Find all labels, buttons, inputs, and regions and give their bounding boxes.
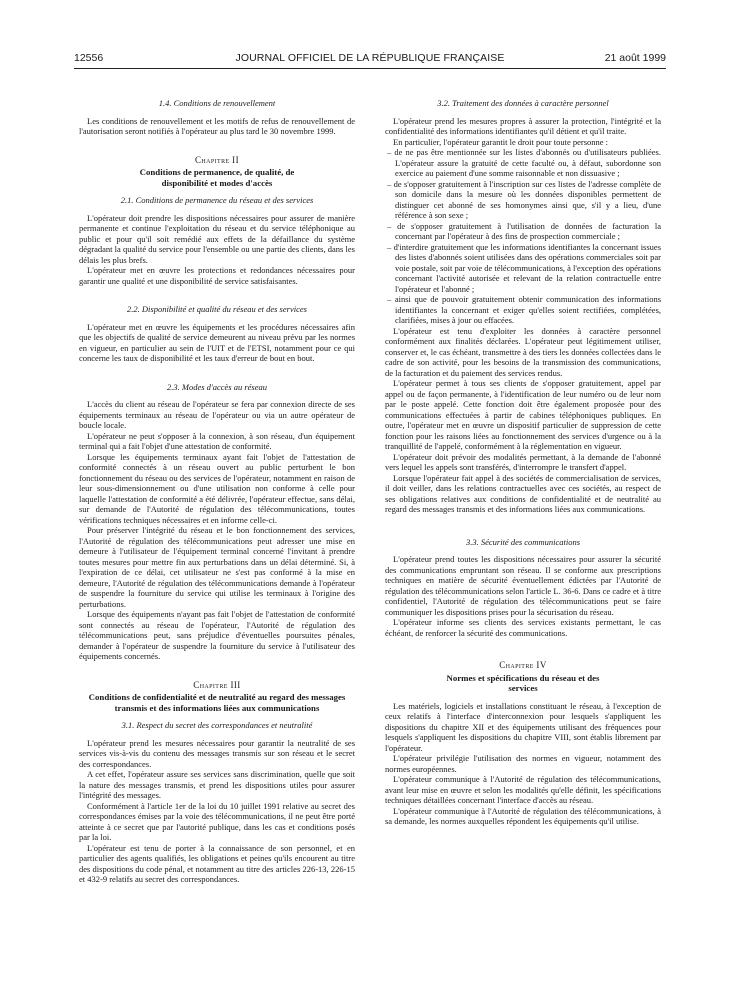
chapter-3-title: Conditions de confidentialité et de neutralité au regard des messages transmis et des informations liées aux communications — [88, 692, 346, 713]
chapter-4-title: Normes et spécifications du réseau et des services — [446, 672, 600, 693]
list-item: – ainsi que de pouvoir gratuitement obtenir communication des informations identifiantes la concernant et exiger qu'elles soient rectifiées, complétées, clarifiées, mises à jour ou effacées. — [387, 294, 661, 325]
paragraph: L'opérateur prend toutes les dispositions nécessaires pour assurer la sécurité des communications empruntant son réseau. Il se conforme aux prescriptions techniques en matière de sécurité éventuellement édictées par l'Autorité de régulation des télécommunications selon l'article L. 36-6. Dans ce cadre et à titre confidentiel, l'Autorité de régulation des télécommunications peut se faire communiquer les dispositions prises pour la sécurisation du réseau. — [385, 554, 661, 617]
paragraph: L'opérateur met en œuvre les protections et redondances nécessaires pour garantir une qualité et une disponibilité de service satisfaisantes. — [79, 265, 355, 286]
paragraph: Lorsque les équipements terminaux ayant fait l'objet de l'attestation de conformité connectés à un réseau ouvert au public perturbent le bon fonctionnement du réseau ou des services de l'opérateur, notamment en raison de leur sous-dimensionnement ou d'une utilisation non conforme à celle pour laquelle l'attestation de conformité a été délivrée, l'opérateur effectue, sans délai, sur demande de l'Autorité de régulation des télécommunications, toutes vérifications techniques nécessaires et en informe celle-ci. — [79, 451, 355, 525]
paragraph: L'opérateur permet à tous ses clients de s'opposer gratuitement, appel par appel ou de façon permanente, à l'identification de leur numéro ou de leur nom par le poste appelé. Cette fonction doit être également proposée pour des communications effectuées à partir de cabines téléphoniques publiques. En outre, l'opérateur met en œuvre un dispositif particulier de suppression de cette fonction pour les raisons liées au fonctionnement des services d'urgence ou à la tranquillité de l'appelé, conformément à la réglementation en vigueur. — [385, 378, 661, 451]
list-item: – de ne pas être mentionnée sur les listes d'abonnés ou d'utilisateurs publiées. L'opérateur assure la gratuité de cette faculté ou, à défaut, subordonne son exercice au paiement d'une somme raisonnable et non dissuasive ; — [387, 147, 661, 178]
paragraph: L'opérateur informe ses clients des services existants permettant, le cas échéant, de renforcer la sécurité des communications. — [385, 617, 661, 638]
section-1-4-title: 1.4. Conditions de renouvellement — [158, 98, 276, 108]
section-3-3-title: 3.3. Sécurité des communications — [465, 536, 581, 547]
paragraph: Lorsque l'opérateur fait appel à des sociétés de commercialisation de services, il doit veiller, dans les relations contractuelles avec ces sociétés, au respect de ses obligations relatives aux conditions de confidentialité et de neutralité au regard des messages transmis et des informations liées aux communications. — [385, 472, 661, 514]
header-rule — [74, 68, 666, 69]
paragraph: L'opérateur doit prendre les dispositions nécessaires pour assurer de manière permanente et continue l'exploitation du réseau et du service téléphonique au public et pour qu'il soit remédié aux effets de la défaillance du système dégradant la qualité du service pour l'ensemble ou une partie des clients, dans les délais les plus brefs. — [79, 212, 355, 265]
section-3-2-title: 3.2. Traitement des données à caractère personnel — [437, 98, 609, 108]
paragraph: Les conditions de renouvellement et les motifs de refus de renouvellement de l'autorisation seront notifiés à l'opérateur au plus tard le 30 novembre 1999. — [79, 115, 355, 136]
list-item: – de s'opposer gratuitement à l'inscription sur ces listes de l'adresse complète de son domicile dans la mesure où les données disponibles permettent de distinguer cet abonné de ses homonymes ainsi que, s'il y a lieu, d'une référence à son sexe ; — [387, 178, 661, 220]
paragraph: L'opérateur privilégie l'utilisation des normes en vigueur, notamment des normes européennes. — [385, 753, 661, 774]
paragraph: A cet effet, l'opérateur assure ses services sans discrimination, quelle que soit la nature des messages transmis, et prend les dispositions utiles pour assurer l'intégrité des messages. — [79, 769, 355, 800]
paragraph: L'opérateur prend les mesures nécessaires pour garantir la neutralité de ses services vis-à-vis du contenu des messages transmis sur son réseau et le secret des correspondances. — [79, 737, 355, 769]
paragraph: L'opérateur met en œuvre les équipements et les procédures nécessaires afin que les objectifs de qualité de service demeurent au niveau prévu par les normes en vigueur, en particulier au sein de l'UIT et de l'ETSI, notamment pour ce qui concerne les taux de disponibilité et les taux d'erreur de bout en bout. — [79, 321, 355, 363]
chapter-4-label: Chapitre IV — [499, 660, 547, 670]
page-number: 12556 — [74, 52, 104, 64]
paragraph: L'opérateur est tenu de porter à la connaissance de son personnel, et en particulier des agents qualifiés, les obligations et peines qu'ils encourent au titre des dispositions du code pénal, et notamment au titre des articles 226-13, 226-15 et 432-9 relatifs au secret des correspondances. — [79, 842, 355, 884]
paragraph: L'opérateur prend les mesures propres à assurer la protection, l'intégrité et la confidentialité des informations identifiantes qu'il détient et qu'il traite. — [385, 115, 661, 136]
paragraph: Les matériels, logiciels et installations constituant le réseau, à l'exception de ceux relatifs à l'interface d'interconnexion pour lesquels s'appliquent les dispositions du chapitre XII et des équipements utilisant des fréquences pour lesquels s'appliquent les dispositions du chapitre VIII, sont établis librement par l'opérateur. — [385, 700, 661, 753]
paragraph: L'opérateur doit prévoir des modalités permettant, à la demande de l'abonné vers lequel les appels sont transférés, d'interrompre le transfert d'appel. — [385, 451, 661, 472]
paragraph: L'accès du client au réseau de l'opérateur se fera par connexion directe de ses équipements terminaux au réseau de l'opérateur ou via un autre opérateur de boucle locale. — [79, 399, 355, 430]
paragraph: L'opérateur communique à l'Autorité de régulation des télécommunications, avant leur mise en œuvre et selon les modalités qu'elle définit, les spécifications techniques détaillées concernant l'interface d'accès au réseau. — [385, 774, 661, 805]
paragraph: Conformément à l'article 1er de la loi du 10 juillet 1991 relative au secret des correspondances émises par la voie des télécommunications, il ne peut être porté atteinte à ce secret que par l'autorité publique, dans les cas et conditions posés par la loi. — [79, 800, 355, 842]
right-column — [385, 98, 661, 827]
section-2-3-title: 2.3. Modes d'accès au réseau — [166, 381, 268, 392]
chapter-2-label: Chapitre II — [195, 154, 239, 165]
journal-title: JOURNAL OFFICIEL DE LA RÉPUBLIQUE FRANÇAISE — [235, 52, 505, 64]
chapter-3-label: Chapitre III — [193, 679, 241, 690]
rights-list — [385, 147, 661, 326]
section-3-1-title: 3.1. Respect du secret des correspondances et neutralité — [121, 720, 313, 730]
issue-date: 21 août 1999 — [604, 52, 666, 64]
paragraph: L'opérateur communique à l'Autorité de régulation des télécommunications, à sa demande, les normes auxquelles répondent les équipements qu'il utilise. — [385, 805, 661, 826]
paragraph: Lorsque des équipements n'ayant pas fait l'objet de l'attestation de conformité sont connectés au réseau de l'opérateur, l'Autorité de régulation des télécommunications peut, sans préjudice d'éventuelles poursuites pénales, demander à l'opérateur de suspendre la fourniture du service à l'utilisateur des équipements concernés. — [79, 609, 355, 661]
section-2-2-title: 2.2. Disponibilité et qualité du réseau et des services — [127, 304, 307, 314]
paragraph: En particulier, l'opérateur garantit le droit pour toute personne : — [393, 136, 609, 147]
paragraph: Pour préserver l'intégrité du réseau et le bon fonctionnement des services, l'Autorité de régulation des télécommunications peut adresser une mise en demeure à l'utilisateur de l'équipement terminal concerné l'invitant à prendre toutes mesures pour mettre fin aux perturbations dans un délai déterminé. Si, à l'expiration de ce délai, cet utilisateur ne s'est pas conformé à la mise en demeure, l'Autorité de régulation des télécommunications demande à l'opérateur de suspendre la fourniture du service qui utilise les terminaux à l'origine des perturbations. — [79, 525, 355, 609]
paragraph: L'opérateur ne peut s'opposer à la connexion, à son réseau, d'un équipement terminal qui a fait l'objet d'une attestation de conformité. — [79, 430, 355, 451]
list-item: – de s'opposer gratuitement à l'utilisation de données de facturation la concernant par l'opérateur à des fins de prospection commerciale ; — [387, 220, 661, 241]
left-column — [79, 98, 355, 885]
section-2-1-title: 2.1. Conditions de permanence du réseau et des services — [120, 195, 314, 205]
paragraph: L'opérateur est tenu d'exploiter les données à caractère personnel conformément aux finalités déclarées. L'opérateur peut légitimement utiliser, conserver et, le cas échéant, transmettre à des tiers les données collectées dans le cadre de son activité, pour les besoins de la transmission des communications, de la facturation et du paiement des services rendus. — [385, 325, 661, 378]
page-header — [74, 52, 666, 66]
chapter-2-title: Conditions de permanence, de qualité, de disponibilité et modes d'accès — [139, 167, 295, 188]
list-item: – d'interdire gratuitement que les informations identifiantes la concernant issues des listes d'abonnés soient utilisées dans des opérations commerciales soit par voie postale, soit par voie de télécommunications, à l'exception des opérations concernant l'activité autorisée et relevant de la relation contractuelle entre l'opérateur et l'abonné ; — [387, 241, 661, 294]
